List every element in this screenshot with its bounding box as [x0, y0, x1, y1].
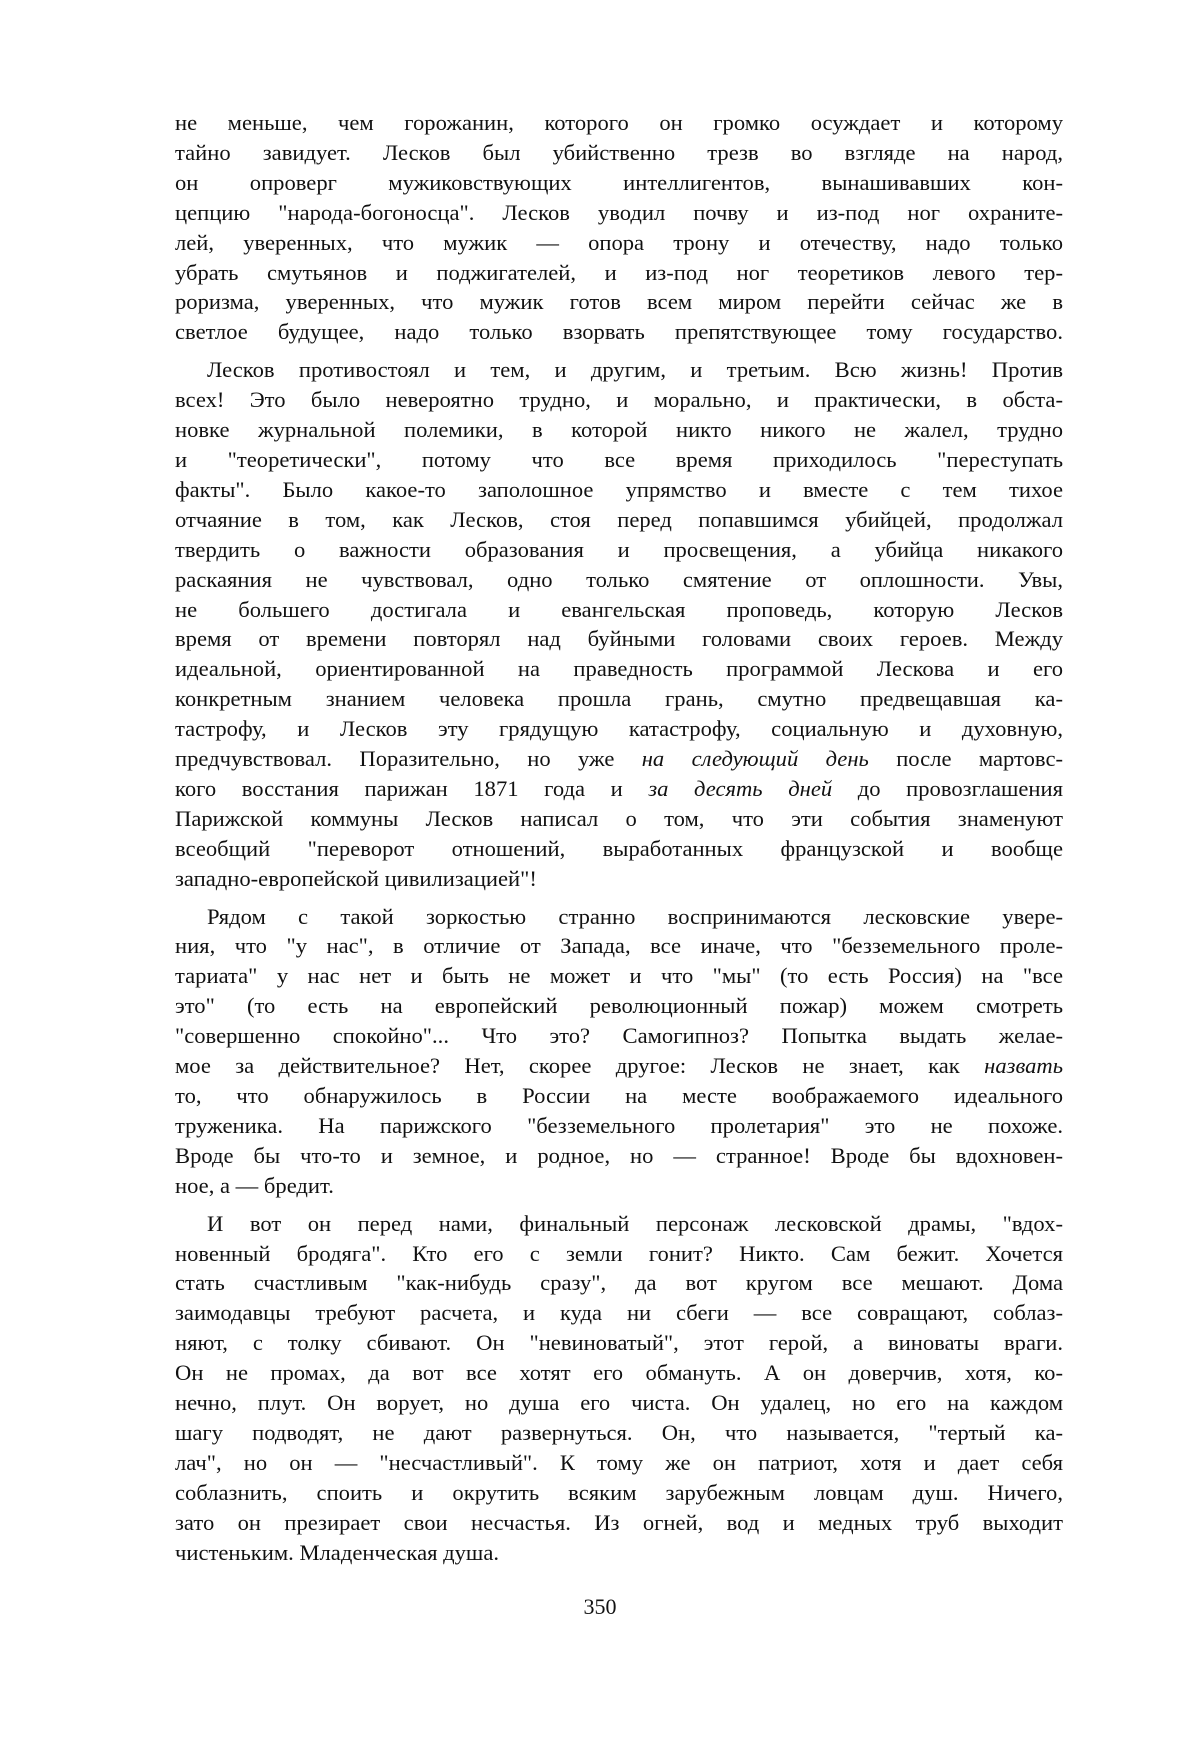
page-number: 350 — [583, 1594, 617, 1619]
text-line: убрать смутьянов и поджигателей, и из-под ног теоретиков левого тер- — [175, 259, 1063, 285]
text-line: соблазнить, споить и окрутить всяким зарубежным ловцам душ. Ничего, — [175, 1479, 1063, 1505]
paragraph-2 — [175, 355, 1063, 893]
emphasis-text: за десять дней — [648, 775, 833, 801]
text-line: Он не промах, да вот все хотят его обмануть. А он доверчив, хотя, ко- — [175, 1360, 1063, 1386]
text-line: раскаяния не чувствовал, одно только смятение от оплошности. Увы, — [175, 566, 1063, 592]
text-line: не меньше, чем горожанин, которого он громко осуждает и которому — [175, 110, 1063, 135]
text-line: отчаяние в том, как Лесков, стоя перед попавшимся убийцей, продолжал — [175, 506, 1063, 532]
text-line: предчувствовал. Поразительно, но уже на следующий день после мартовс- — [175, 746, 1063, 772]
text-line: лей, уверенных, что мужик — опора трону и отечеству, надо только — [175, 229, 1063, 255]
text-line: ное, а — бредит. — [175, 1172, 334, 1198]
text-line: мое за действительное? Нет, скорее другое: Лесков не знает, как назвать — [175, 1053, 1063, 1079]
text-line: Вроде бы что-то и земное, и родное, но — странное! Вроде бы вдохновен- — [175, 1142, 1063, 1168]
text-line: тайно завидует. Лесков был убийственно трезв во взгляде на народ, — [175, 139, 1063, 165]
paragraph-1 — [175, 108, 1063, 347]
text-line: чистеньким. Младенческая душа. — [175, 1539, 500, 1565]
text-line: тариата" у нас нет и быть не может и что "мы" (то есть Россия) на "все — [175, 963, 1063, 989]
text-line: труженика. На парижского "безземельного пролетария" это не похоже. — [175, 1112, 1063, 1138]
text-line: заимодавцы требуют расчета, и куда ни сбеги — все совращают, соблаз- — [175, 1300, 1063, 1326]
emphasis-text: назвать — [984, 1053, 1063, 1079]
text-line: нечно, плут. Он ворует, но душа его чиста. Он удалец, но его на каждом — [175, 1390, 1063, 1416]
text-line: Рядом с такой зоркостью странно воспринимаются лесковские увере- — [207, 903, 1063, 929]
text-line: лач", но он — "несчастливый". К тому же он патриот, хотя и дает себя — [175, 1449, 1063, 1475]
text-line: кого восстания парижан 1871 года и за десять дней до провозглашения — [175, 775, 1063, 801]
text-line: идеальной, ориентированной на праведность программой Лескова и его — [175, 656, 1063, 682]
emphasis-text: на следующий день — [641, 746, 869, 772]
text-line: он опроверг мужиковствующих интеллигентов, вынашивавших кон- — [175, 169, 1063, 195]
text-line: это" (то есть на европейский революционный пожар) можем смотреть — [175, 993, 1063, 1019]
text-line: не большего достигала и евангельская проповедь, которую Лесков — [175, 596, 1063, 622]
text-line: время от времени повторял над буйными головами своих героев. Между — [175, 626, 1063, 652]
text-line: светлое будущее, надо только взорвать препятствующее тому государство. — [175, 319, 1063, 345]
body-text — [175, 108, 1063, 1576]
text-line: тастрофу, и Лесков эту грядущую катастрофу, социальную и духовную, — [175, 716, 1063, 742]
text-line: И вот он перед нами, финальный персонаж лесковской драмы, "вдох- — [207, 1210, 1063, 1236]
text-line: ния, что "у нас", в отличие от Запада, все иначе, что "безземельного проле- — [175, 933, 1063, 959]
text-line: няют, с толку сбивают. Он "невиноватый", этот герой, а виноваты враги. — [175, 1330, 1063, 1356]
text-line: Лесков противостоял и тем, и другим, и третьим. Всю жизнь! Против — [207, 357, 1063, 383]
text-line: то, что обнаружилось в России на месте воображаемого идеального — [175, 1083, 1063, 1108]
text-line: зато он презирает свои несчастья. Из огней, вод и медных труб выходит — [175, 1509, 1063, 1535]
text-line: всех! Это было невероятно трудно, и морально, и практически, в обста- — [175, 387, 1063, 413]
text-line: роризма, уверенных, что мужик готов всем миром перейти сейчас же в — [175, 289, 1063, 315]
text-line: цепцию "народа-богоносца". Лесков уводил почву и из-под ног охраните- — [175, 199, 1063, 225]
paragraph-3 — [175, 902, 1063, 1201]
text-line: и "теоретически", потому что все время приходилось "переступать — [175, 446, 1063, 472]
text-line: новенный бродяга". Кто его с земли гонит? Никто. Сам бежит. Хочется — [175, 1240, 1063, 1266]
text-line: западно-европейской цивилизацией"! — [175, 865, 537, 891]
text-line: шагу подводят, не дают развернуться. Он, что называется, "тертый ка- — [175, 1419, 1063, 1445]
text-line: "совершенно спокойно"... Что это? Самогипноз? Попытка выдать желае- — [175, 1023, 1063, 1049]
text-line: конкретным знанием человека прошла грань, смутно предвещавшая ка- — [175, 686, 1063, 712]
text-line: факты". Было какое-то заполошное упрямство и вместе с тем тихое — [175, 476, 1063, 502]
paragraph-4 — [175, 1209, 1063, 1568]
text-line: Парижской коммуны Лесков написал о том, что эти события знаменуют — [175, 805, 1063, 831]
text-line: твердить о важности образования и просвещения, а убийца никакого — [175, 536, 1063, 562]
text-line: стать счастливым "как-нибудь сразу", да вот кругом все мешают. Дома — [175, 1270, 1063, 1296]
text-line: всеобщий "переворот отношений, выработанных французской и вообще — [175, 835, 1063, 861]
text-line: новке журнальной полемики, в которой никто никого не жалел, трудно — [175, 417, 1063, 443]
